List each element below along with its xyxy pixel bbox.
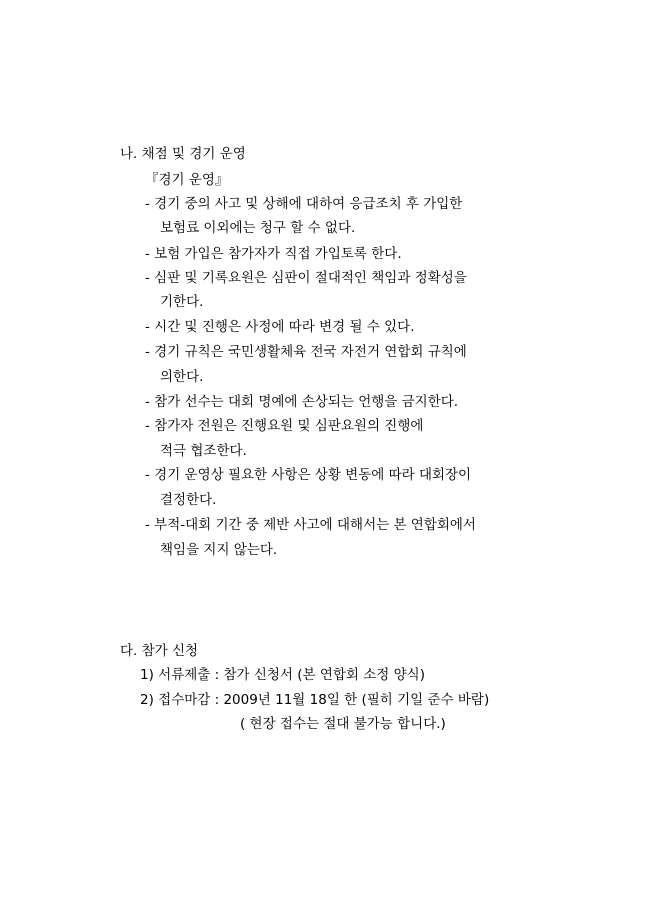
list-item: - 경기 중의 사고 및 상해에 대하여 응급조치 후 가입한 — [145, 196, 463, 212]
list-item: - 경기 규칙은 국민생활체육 전국 자전거 연합회 규칙에 — [145, 344, 467, 360]
list-item: 1) 서류제출 : 참가 신청서 (본 연합회 소정 양식) — [140, 667, 425, 683]
list-item-continuation: 보험료 이외에는 청구 할 수 없다. — [160, 220, 356, 236]
list-item-continuation: 적극 협조한다. — [160, 443, 247, 459]
list-item-continuation: 의한다. — [160, 369, 204, 385]
list-item: - 시간 및 진행은 사정에 따라 변경 될 수 있다. — [145, 319, 415, 335]
list-item: - 경기 운영상 필요한 사항은 상황 변동에 따라 대회장이 — [145, 467, 472, 483]
list-item: - 심판 및 기록요원은 심판이 절대적인 책임과 정확성을 — [145, 270, 467, 286]
section-na-title: 나. 채점 및 경기 운영 — [120, 146, 246, 162]
list-item: - 참가 선수는 대회 명예에 손상되는 언행을 금지한다. — [145, 394, 459, 410]
list-item-continuation: 책임을 지지 않는다. — [160, 542, 278, 558]
section-na-subheading: 『경기 운영』 — [145, 172, 229, 188]
section-da-title: 다. 참가 신청 — [120, 643, 199, 659]
list-item: - 보험 가입은 참가자가 직접 가입토록 한다. — [145, 246, 402, 262]
section-da-note: ( 현장 접수는 절대 불가능 합니다.) — [240, 716, 446, 732]
list-item: - 참가자 전원은 진행요원 및 심판요원의 진행에 — [145, 418, 424, 434]
list-item-continuation: 기한다. — [160, 294, 204, 310]
list-item: - 부적-대회 기간 중 제반 사고에 대해서는 본 연합회에서 — [145, 517, 476, 533]
list-item: 2) 접수마감 : 2009년 11월 18일 한 (필히 기일 준수 바람) — [140, 692, 490, 708]
list-item-continuation: 결정한다. — [160, 492, 217, 508]
